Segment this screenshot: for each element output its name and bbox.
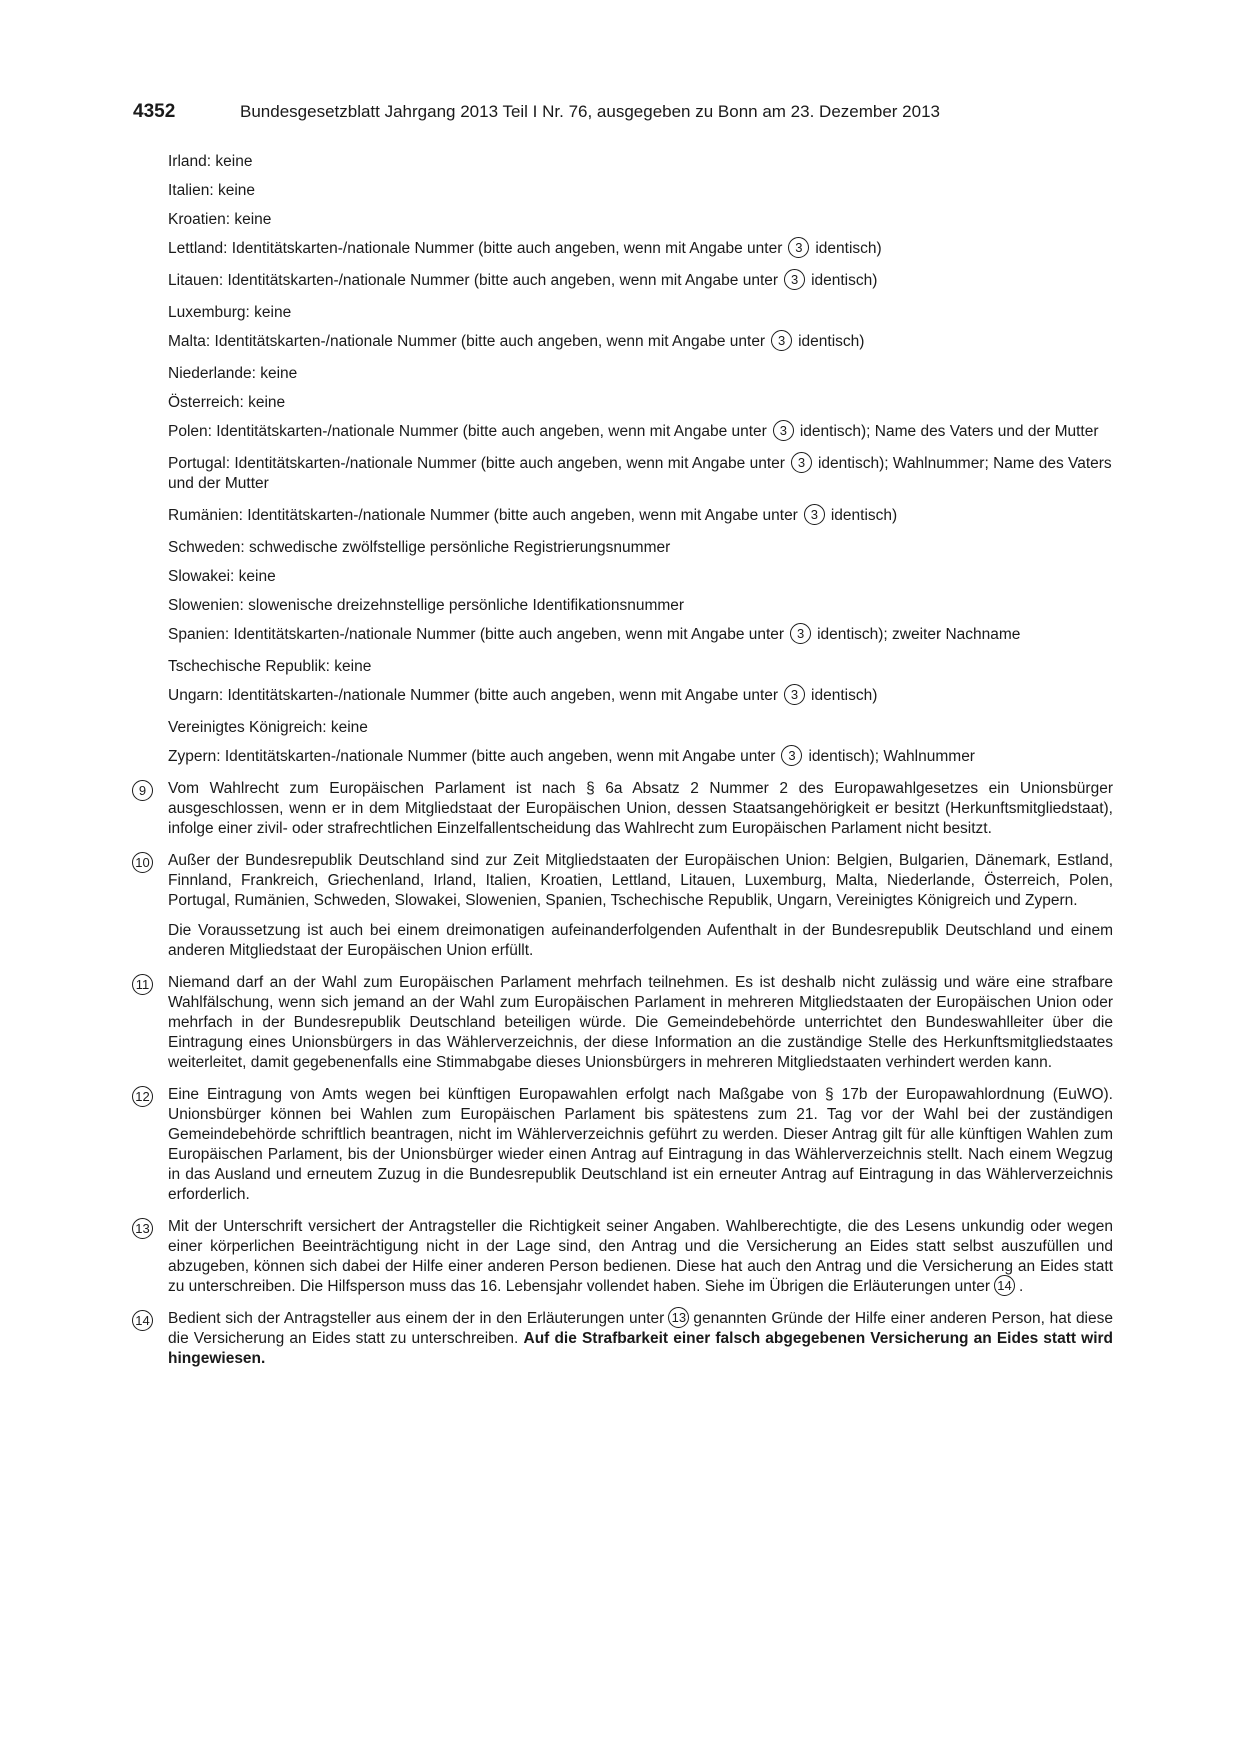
country-entry: Tschechische Republik: keine — [168, 658, 372, 675]
country-entry — [168, 239, 1113, 259]
note-text — [168, 1217, 1113, 1297]
country-entry — [168, 625, 1113, 645]
note-text: Außer der Bundesrepublik Deutschland sind zur Zeit Mitgliedstaaten der Europäischen Union: Belgien, Bulgarien, Dänemark, Estland, Finnland, Frankreich, Griechenland, Irland, Italien, Kroatien, Lettland, Litauen, Luxemburg, Malta, Niederlande, Österreich, Polen, Portugal, Rumänien, Schweden, Slowakei, Slowenien, Spanien, Tschechische Republik, Ungarn, Vereinigtes Königreich und Zypern. — [168, 852, 1113, 909]
warning-text: Auf die Strafbarkeit einer falsch abgegebenen Versicherung an Eides statt wird hingewiesen. — [168, 1330, 1114, 1367]
reference-number: 3 — [781, 745, 802, 766]
country-entry: Schweden: schwedische zwölfstellige persönliche Registrierungsnummer — [168, 539, 671, 556]
reference-number: 3 — [804, 504, 825, 525]
country-entry-text: Litauen: Identitätskarten-/nationale Nummer (bitte auch angeben, wenn mit Angabe unter — [168, 272, 779, 289]
country-entry: Irland: keine — [168, 153, 253, 170]
country-entry-text: identisch) — [811, 272, 878, 289]
country-entry: Vereinigtes Königreich: keine — [168, 719, 368, 736]
country-entry-text: identisch) — [798, 333, 865, 350]
page-number: 4352 — [133, 101, 176, 122]
country-entry-text: identisch) — [830, 507, 898, 524]
country-entry-text: Ungarn: Identitätskarten-/nationale Nummer (bitte auch angeben, wenn mit Angabe unter — [168, 687, 779, 704]
reference-number: 3 — [790, 623, 811, 644]
note-14 — [135, 1309, 1114, 1369]
country-entry — [168, 506, 1113, 526]
reference-number: 3 — [788, 237, 809, 258]
reference-number: 3 — [791, 452, 812, 473]
note-text: Die Voraussetzung ist auch bei einem dreimonatigen aufeinanderfolgenden Aufenthalt in der Bundesrepublik Deutschland und einem anderen Mitgliedstaat der Europäischen Union erfüllt. — [168, 922, 1113, 959]
country-entry-text: Malta: Identitätskarten-/nationale Nummer (bitte auch angeben, wenn mit Angabe unter — [168, 333, 766, 350]
note-10 — [135, 851, 1113, 961]
reference-number: 3 — [773, 420, 794, 441]
country-entry-text: identisch) — [811, 687, 878, 704]
country-entry: Österreich: keine — [168, 394, 286, 411]
note-text-end: . — [1018, 1278, 1024, 1295]
country-entry-text: Lettland: Identitätskarten-/nationale Nummer (bitte auch angeben, wenn mit Angabe unter — [168, 240, 783, 257]
country-entry-text: identisch); Wahlnummer; Name des Vaters und der Mutter — [168, 455, 1112, 492]
page-header — [133, 100, 1113, 124]
note-text: Vom Wahlrecht zum Europäischen Parlament ist nach § 6a Absatz 2 Nummer 2 des Europawahlgesetzes ein Unionsbürger ausgeschlossen, wenn er in dem Mitgliedstaat der Europäischen Union, dessen Staatsangehörigkeit er besitzt (Herkunftsmitgliedstaat), infolge einer zivil- oder strafrechtlichen Einzelfallentscheidung das Wahlrecht zum Europäischen Parlament nicht besitzt. — [168, 780, 1113, 837]
note-9 — [138, 779, 1113, 839]
country-entry — [168, 454, 1113, 494]
country-entry — [168, 271, 1113, 291]
note-text-body: Mit der Unterschrift versichert der Antragsteller die Richtigkeit seiner Angaben. Wahlberechtigte, die des Lesens unkundig oder wegen einer körperlichen Beeinträchtigung nicht in der Lage sind, den Antrag und die Versicherung an Eides statt selbst auszufüllen und abzugeben, können sich dabei der Hilfe einer anderen Person bedienen. Diese hat auch den Antrag und die Versicherung an Eides statt zu unterschreiben. Die Hilfsperson muss das 16. Lebensjahr vollendet haben. Siehe im Übrigen die Erläuterungen unter — [168, 1218, 1113, 1295]
note-text — [168, 1309, 1113, 1369]
country-entry-text: identisch); Wahlnummer — [808, 748, 975, 765]
note-11 — [135, 973, 1113, 1073]
reference-number: 3 — [784, 684, 805, 705]
country-entry-text: Polen: Identitätskarten-/nationale Nummer (bitte auch angeben, wenn mit Angabe unter — [168, 423, 767, 440]
publication-title: Bundesgesetzblatt Jahrgang 2013 Teil I Nr. 76, ausgegeben zu Bonn am 23. Dezember 2013 — [240, 102, 940, 121]
reference-number: 3 — [784, 269, 805, 290]
note-text-after: genannten Gründe der Hilfe einer anderen Person, hat diese die Versicherung an Eides statt zu unterschreiben. — [168, 1310, 1113, 1347]
country-entry: Kroatien: keine — [168, 211, 272, 228]
country-entry: Slowenien: slowenische dreizehnstellige persönliche Identifikationsnummer — [168, 597, 685, 614]
country-entry-text: Spanien: Identitätskarten-/nationale Nummer (bitte auch angeben, wenn mit Angabe unter — [168, 626, 785, 643]
country-entry — [168, 747, 1113, 767]
note-text: Niemand darf an der Wahl zum Europäischen Parlament mehrfach teilnehmen. Es ist deshalb nicht zulässig und wäre eine strafbare Wahlfälschung, wenn sich jemand an der Wahl zum Europäischen Parlament in mehreren Mitgliedstaaten der Europäischen Union oder mehrfach in der Bundesrepublik Deutschland beteiligen würde. Die Gemeindebehörde unterrichtet den Bundeswahlleiter über die Eintragung eines Unionsbürgers in das Wählerverzeichnis, der diese Information an die zuständige Stelle des Herkunftsmitgliedstaates weiterleitet, damit gegebenenfalls eine Stimmabgabe dieses Unionsbürgers in mehreren Mitgliedstaaten verhindert werden kann. — [168, 974, 1113, 1071]
country-entry-text: identisch); Name des Vaters und der Mutter — [799, 423, 1099, 440]
country-entry: Italien: keine — [168, 182, 256, 199]
country-entry — [168, 422, 1113, 442]
note-number-14: 14 — [132, 1310, 153, 1331]
note-number-9: 9 — [132, 780, 153, 801]
note-12 — [135, 1085, 1113, 1205]
country-list — [168, 152, 1113, 767]
country-entry: Niederlande: keine — [168, 365, 298, 382]
note-number-13: 13 — [132, 1218, 153, 1239]
country-entry-text: identisch); zweiter Nachname — [817, 626, 1021, 643]
page-content — [135, 152, 1114, 1381]
note-text: Eine Eintragung von Amts wegen bei künftigen Europawahlen erfolgt nach Maßgabe von § 17b der Europawahlordnung (EuWO). Unionsbürger können bei Wahlen zum Europäischen Parlament bis spätestens zum 21. Tag vor der Wahl bei der zuständigen Gemeindebehörde schriftlich beantragen, nicht im Wählerverzeichnis geführt zu werden. Dieser Antrag gilt für alle künftigen Wahlen zum Europäischen Parlament, bis der Unionsbürger wieder einen Antrag auf Eintragung in das Wählerverzeichnis stellt. Nach einem Wegzug in das Ausland und erneutem Zuzug in die Bundesrepublik Deutschland ist ein erneuter Antrag auf Eintragung in das Wählerverzeichnis erforderlich. — [168, 1086, 1113, 1203]
note-reference: 13 — [668, 1307, 689, 1328]
country-entry: Slowakei: keine — [168, 568, 276, 585]
note-text-before: Bedient sich der Antragsteller aus einem der in den Erläuterungen unter — [168, 1310, 665, 1327]
country-entry-text: identisch) — [815, 240, 882, 257]
note-13 — [135, 1217, 1113, 1297]
reference-number: 3 — [771, 330, 792, 351]
country-entry-text: Portugal: Identitätskarten-/nationale Nummer (bitte auch angeben, wenn mit Angabe unter — [168, 455, 785, 472]
country-entry: Luxemburg: keine — [168, 304, 292, 321]
note-number-11: 11 — [132, 974, 153, 995]
country-entry-text: Zypern: Identitätskarten-/nationale Nummer (bitte auch angeben, wenn mit Angabe unter — [168, 748, 776, 765]
note-number-12: 12 — [132, 1086, 153, 1107]
country-entry — [168, 332, 1113, 352]
note-number-10: 10 — [132, 852, 153, 873]
country-entry — [168, 686, 1113, 706]
country-entry-text: Rumänien: Identitätskarten-/nationale Nummer (bitte auch angeben, wenn mit Angabe unter — [168, 507, 798, 524]
note-reference: 14 — [994, 1275, 1015, 1296]
